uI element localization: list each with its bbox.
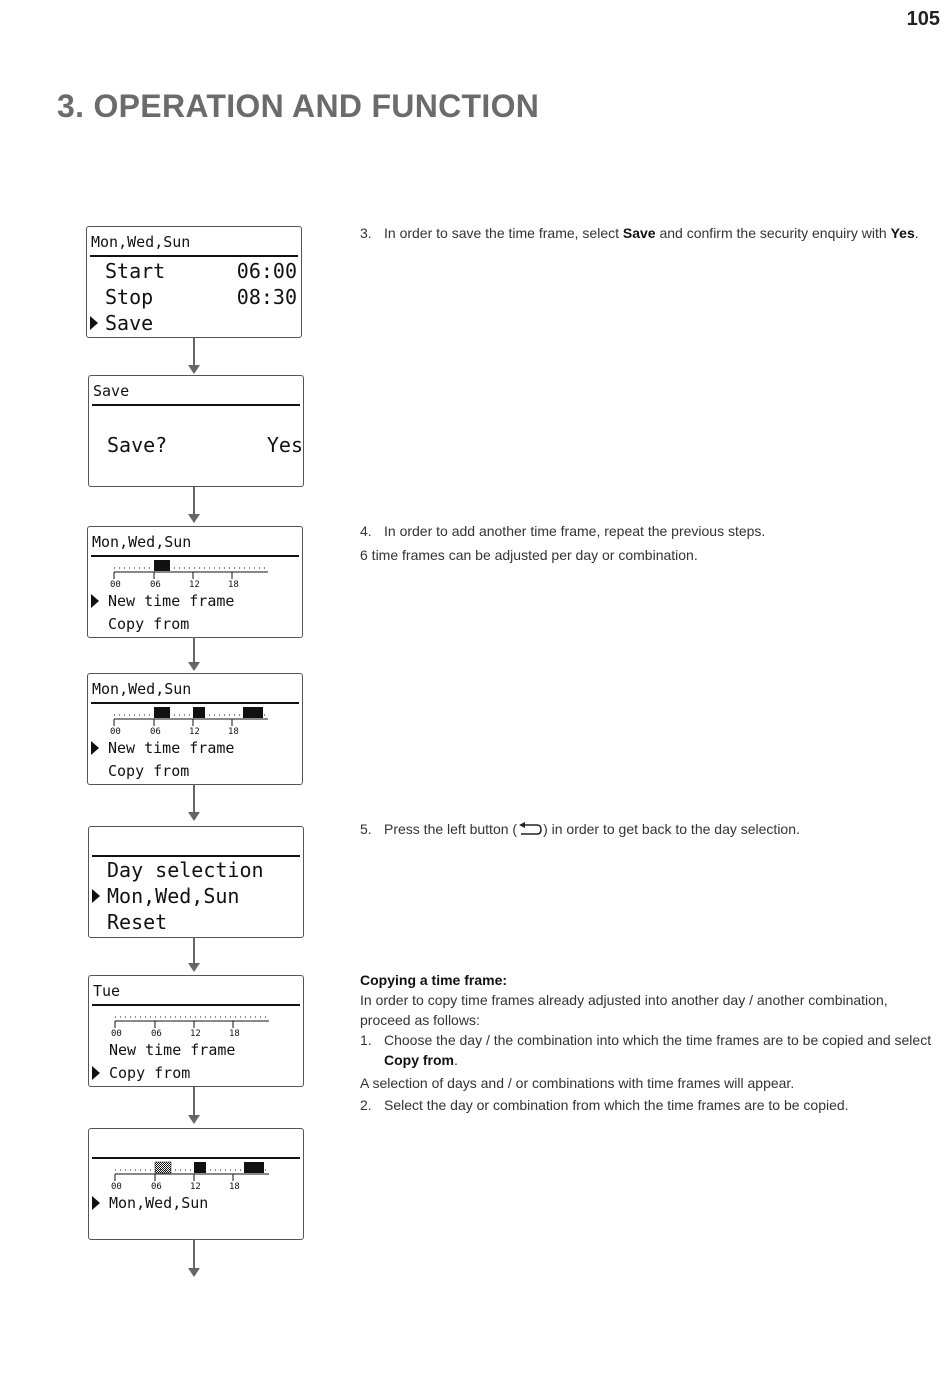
- time-frame-block: [194, 1162, 206, 1173]
- copy-note: A selection of days and / or combinations with time frames will appear.: [360, 1075, 795, 1091]
- tick-label: 06: [151, 1029, 162, 1036]
- section-heading: Copying a time frame:: [360, 972, 508, 988]
- timeline-bar: [111, 1159, 273, 1189]
- screen-header: Tue: [92, 976, 300, 1006]
- timeline-bar: [110, 704, 272, 734]
- tick-label: 18: [228, 727, 239, 734]
- screen-header: Mon,Wed,Sun: [90, 227, 298, 257]
- tick-label: 06: [150, 727, 161, 734]
- tick-label: 12: [189, 727, 200, 734]
- display-screen-save: [88, 375, 304, 487]
- display-screen-timeline-one: [87, 526, 303, 638]
- triangle-cursor-icon: [91, 594, 99, 608]
- display-screen-tue: [88, 975, 304, 1087]
- triangle-cursor-icon: [91, 741, 99, 755]
- menu-row-new-time-frame: New time frame: [88, 591, 302, 611]
- menu-row-new-time-frame: New time frame: [109, 1041, 236, 1059]
- menu-row-reset: Reset: [107, 910, 168, 934]
- display-screen-copy-source: [88, 1128, 304, 1240]
- timeline-bar: [110, 557, 272, 587]
- time-frame-block: [243, 707, 263, 718]
- instruction-step-3: 3. In order to save the time frame, select Save and confirm the security enquiry with Yes.: [360, 225, 919, 241]
- instruction-step-5: 5. Press the left button ( ) in order to get back to the day selection.: [360, 821, 800, 837]
- menu-row-copy-from: Copy from: [108, 615, 190, 633]
- tick-label: 18: [229, 1029, 240, 1036]
- tick-label: 00: [111, 1029, 122, 1036]
- time-frame-block: [154, 560, 170, 571]
- copy-intro: In order to copy time frames already adjusted into another day / another combination, proceed as follows:: [360, 992, 888, 1028]
- screen-header: Mon,Wed,Sun: [91, 674, 299, 704]
- copy-step-1: 1. Choose the day / the combination into which the time frames are to be copied and select Copy from.: [360, 1032, 932, 1068]
- tick-label: 12: [190, 1029, 201, 1036]
- menu-row-copy-from: Copy from: [108, 762, 190, 780]
- triangle-cursor-icon: [92, 1066, 100, 1080]
- menu-row-save: Save: [87, 311, 301, 335]
- triangle-cursor-icon: [92, 889, 100, 903]
- triangle-cursor-icon: [90, 316, 98, 330]
- display-screen-timeline-three: [87, 673, 303, 785]
- tick-label: 12: [190, 1182, 201, 1189]
- note-time-frames: 6 time frames can be adjusted per day or combination.: [360, 547, 698, 563]
- tick-label: 12: [189, 580, 200, 587]
- tick-label: 00: [110, 580, 121, 587]
- time-frame-block: [154, 707, 170, 718]
- display-screen-start-stop: [86, 226, 302, 338]
- menu-row-day-selection: Day selection: [107, 858, 264, 882]
- back-arrow-icon: [517, 822, 543, 836]
- menu-row-combination: Mon,Wed,Sun: [89, 884, 303, 908]
- tick-label: 18: [229, 1182, 240, 1189]
- screen-header: Save: [92, 376, 300, 406]
- time-frame-block: [244, 1162, 264, 1173]
- screen-header: Mon,Wed,Sun: [91, 527, 299, 557]
- menu-row-copy-from: Copy from: [89, 1063, 303, 1083]
- copy-step-2: 2. Select the day or combination from which the time frames are to be copied.: [360, 1097, 849, 1113]
- menu-row-stop: Stop 08:30: [105, 285, 297, 309]
- instruction-step-4: 4. In order to add another time frame, repeat the previous steps. 6 time frames can be adjusted per day or combination.: [360, 521, 940, 565]
- display-screen-day-selection: [88, 826, 304, 938]
- menu-row-combination: Mon,Wed,Sun: [89, 1193, 303, 1213]
- triangle-cursor-icon: [92, 1196, 100, 1210]
- page-number: 105: [906, 8, 940, 30]
- menu-row-new-time-frame: New time frame: [88, 738, 302, 758]
- menu-row-start: Start 06:00: [105, 259, 297, 283]
- tick-label: 06: [151, 1182, 162, 1189]
- screen-header: [92, 827, 300, 857]
- time-frame-block-hatched: [155, 1162, 171, 1173]
- time-frame-block: [193, 707, 205, 718]
- menu-row-save-question: Save? Yes: [107, 433, 303, 457]
- tick-label: 06: [150, 580, 161, 587]
- timeline-bar: [111, 1006, 273, 1036]
- page-title: 3. OPERATION AND FUNCTION: [57, 88, 540, 124]
- tick-label: 00: [111, 1182, 122, 1189]
- tick-label: 00: [110, 727, 121, 734]
- tick-label: 18: [228, 580, 239, 587]
- copy-section: [360, 970, 940, 1115]
- screen-header: [92, 1129, 300, 1159]
